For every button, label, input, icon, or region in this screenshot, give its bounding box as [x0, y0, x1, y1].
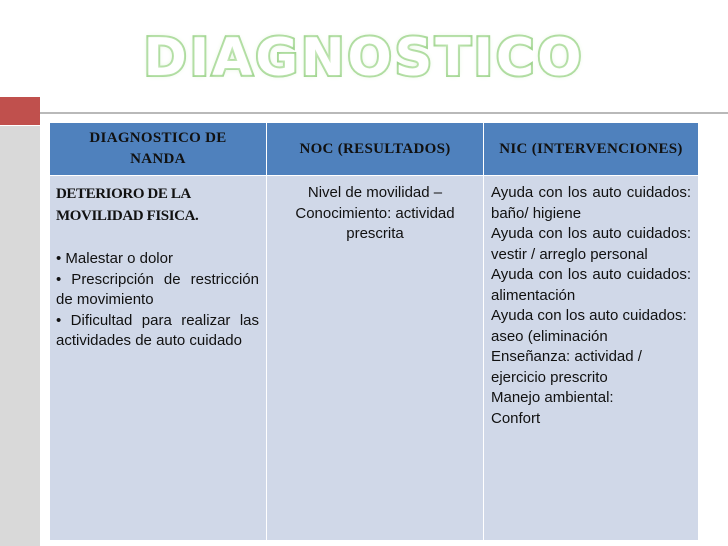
divider-line: [40, 112, 728, 114]
header-nanda-label: DIAGNOSTICO DE NANDA: [89, 130, 227, 167]
noc-text: Nivel de movilidad – Conocimiento: actividad prescrita: [295, 184, 455, 242]
cell-nic: [484, 176, 698, 540]
accent-bar-gray: [0, 126, 40, 546]
title-area: [0, 26, 728, 90]
cell-noc: [267, 176, 483, 540]
page-title: DIAGNOSTICO: [143, 28, 585, 88]
diagnosis-table: [49, 122, 697, 539]
diagnosis-text: DETERIORO DE LA MOVILIDAD FISICA.: [56, 186, 199, 224]
header-nanda: [50, 123, 266, 175]
nic-item: Ayuda con los auto cuidados: baño/ higiene: [491, 184, 691, 222]
column-nic: [484, 123, 698, 538]
cell-nanda: [50, 176, 266, 540]
cause-item: • Malestar o dolor: [56, 250, 173, 267]
header-nic: [484, 123, 698, 175]
nic-item: Ayuda con los auto cuidados: alimentación: [491, 266, 691, 304]
header-noc: [267, 123, 483, 175]
column-noc: [267, 123, 483, 538]
header-noc-label: NOC (RESULTADOS): [299, 140, 451, 157]
cause-item: • Dificultad para realizar las actividades de auto cuidado: [56, 311, 259, 349]
nic-item: Ayuda con los auto cuidados: aseo (eliminación: [491, 307, 687, 345]
column-nanda: [50, 123, 266, 538]
accent-bar-red: [0, 97, 40, 125]
cause-item: • Prescripción de restricción de movimiento: [56, 270, 259, 308]
nic-item: Manejo ambiental: Confort: [491, 389, 614, 427]
nic-item: Ayuda con los auto cuidados: vestir / arreglo personal: [491, 225, 691, 263]
header-nic-label: NIC (INTERVENCIONES): [499, 140, 683, 157]
nic-item: Enseñanza: actividad / ejercicio prescrito: [491, 348, 642, 386]
